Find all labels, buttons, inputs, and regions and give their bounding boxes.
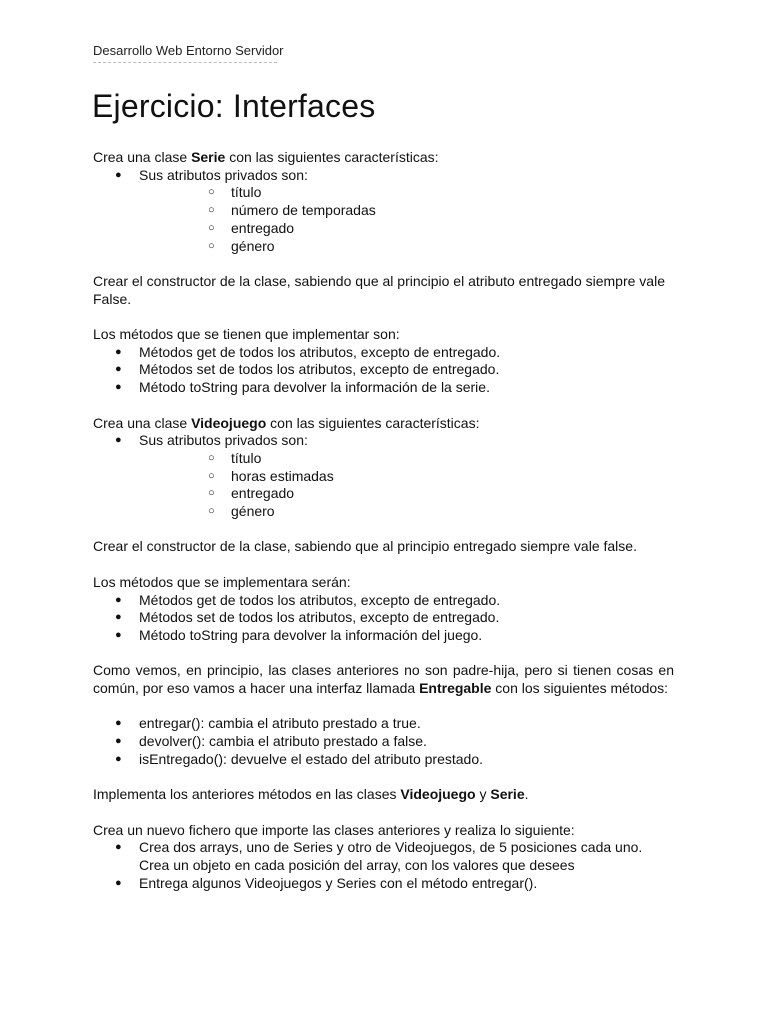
list-item: ● entregar(): cambia el atributo prestado a true. — [93, 715, 674, 733]
implement-class-serie: Serie — [490, 786, 525, 803]
list-item: ● isEntregado(): devuelve el estado del atributo prestado. — [93, 751, 674, 769]
list-item: ○ número de temporadas — [139, 202, 674, 220]
serie-intro-text: Crea una clase — [93, 149, 192, 165]
interface-paragraph — [93, 662, 674, 697]
videojuego-intro-text: Crea una clase — [93, 414, 192, 431]
implement-text: Implementa los anteriores métodos en las clases — [93, 786, 401, 803]
serie-intro-text-end: con las siguientes características: — [225, 149, 439, 165]
videojuego-intro-text-end: con las siguientes características: — [266, 414, 480, 431]
list-item: ● Métodos set de todos los atributos, excepto de entregado. — [93, 361, 674, 379]
interface-text: Como vemos, en principio, las clases anteriores no son padre-hija, pero si tienen cosas en común, por eso vamos a hacer una interfaz llamada — [93, 662, 674, 696]
list-item: ● Método toString para devolver la información del juego. — [93, 627, 674, 645]
list-item: ● Métodos set de todos los atributos, excepto de entregado. — [93, 609, 674, 627]
serie-methods-intro: Los métodos que se tienen que implementar son: — [93, 326, 400, 342]
videojuego-intro — [93, 415, 674, 433]
implement-paragraph — [93, 786, 674, 804]
implement-text-end: . — [524, 786, 529, 803]
list-item — [93, 167, 674, 256]
videojuego-attrs-label: Sus atributos privados son: — [139, 432, 308, 449]
list-item: ○ horas estimadas — [139, 468, 674, 486]
final-steps-list — [93, 839, 674, 892]
interface-text-end: con los siguientes métodos: — [491, 680, 669, 696]
serie-attrs-list — [93, 167, 674, 256]
list-item: ● Método toString para devolver la información de la serie. — [93, 379, 674, 397]
serie-intro — [93, 149, 674, 167]
list-item: ○ género — [139, 238, 674, 256]
videojuego-methods-intro: Los métodos que se implementara serán: — [93, 573, 351, 590]
implement-class-videojuego: Videojuego — [400, 786, 476, 803]
page-header: Desarrollo Web Entorno Servidor — [93, 43, 284, 58]
list-item: ○ género — [139, 503, 674, 521]
interface-methods-list — [93, 715, 674, 768]
videojuego-attrs-list — [93, 432, 674, 521]
list-item: ● Crea dos arrays, uno de Series y otro de Videojuegos, de 5 posiciones cada uno. Crea un objeto en cada posición del array, con los valores que desees — [93, 839, 674, 874]
list-item: ● devolver(): cambia el atributo prestado a false. — [93, 733, 674, 751]
videojuego-methods-list — [93, 592, 674, 645]
serie-attrs-label: Sus atributos privados son: — [139, 166, 308, 183]
document-body — [93, 149, 674, 892]
list-item — [93, 432, 674, 521]
list-item: ○ título — [139, 184, 674, 202]
serie-constructor-text: Crear el constructor de la clase, sabiendo que al principio el atributo entregado siempre vale False. — [93, 272, 665, 307]
list-item: ● Métodos get de todos los atributos, excepto de entregado. — [93, 592, 674, 610]
final-intro: Crea un nuevo fichero que importe las clases anteriores y realiza lo siguiente: — [93, 821, 575, 838]
list-item: ○ título — [139, 450, 674, 468]
serie-attrs-sublist — [139, 184, 674, 255]
interface-name: Entregable — [419, 680, 492, 696]
header-underline — [93, 62, 277, 63]
list-item: ○ entregado — [139, 485, 674, 503]
page-title: Ejercicio: Interfaces — [92, 88, 376, 124]
list-item: ● Entrega algunos Videojuegos y Series con el método entregar(). — [93, 875, 674, 893]
list-item: ○ entregado — [139, 220, 674, 238]
serie-class-name: Serie — [191, 149, 226, 165]
implement-text-mid: y — [475, 786, 491, 803]
videojuego-class-name: Videojuego — [191, 414, 267, 431]
serie-methods-list — [93, 344, 674, 397]
list-item: ● Métodos get de todos los atributos, excepto de entregado. — [93, 344, 674, 362]
videojuego-constructor-text: Crear el constructor de la clase, sabiendo que al principio entregado siempre vale false. — [93, 538, 637, 555]
videojuego-attrs-sublist — [139, 450, 674, 521]
